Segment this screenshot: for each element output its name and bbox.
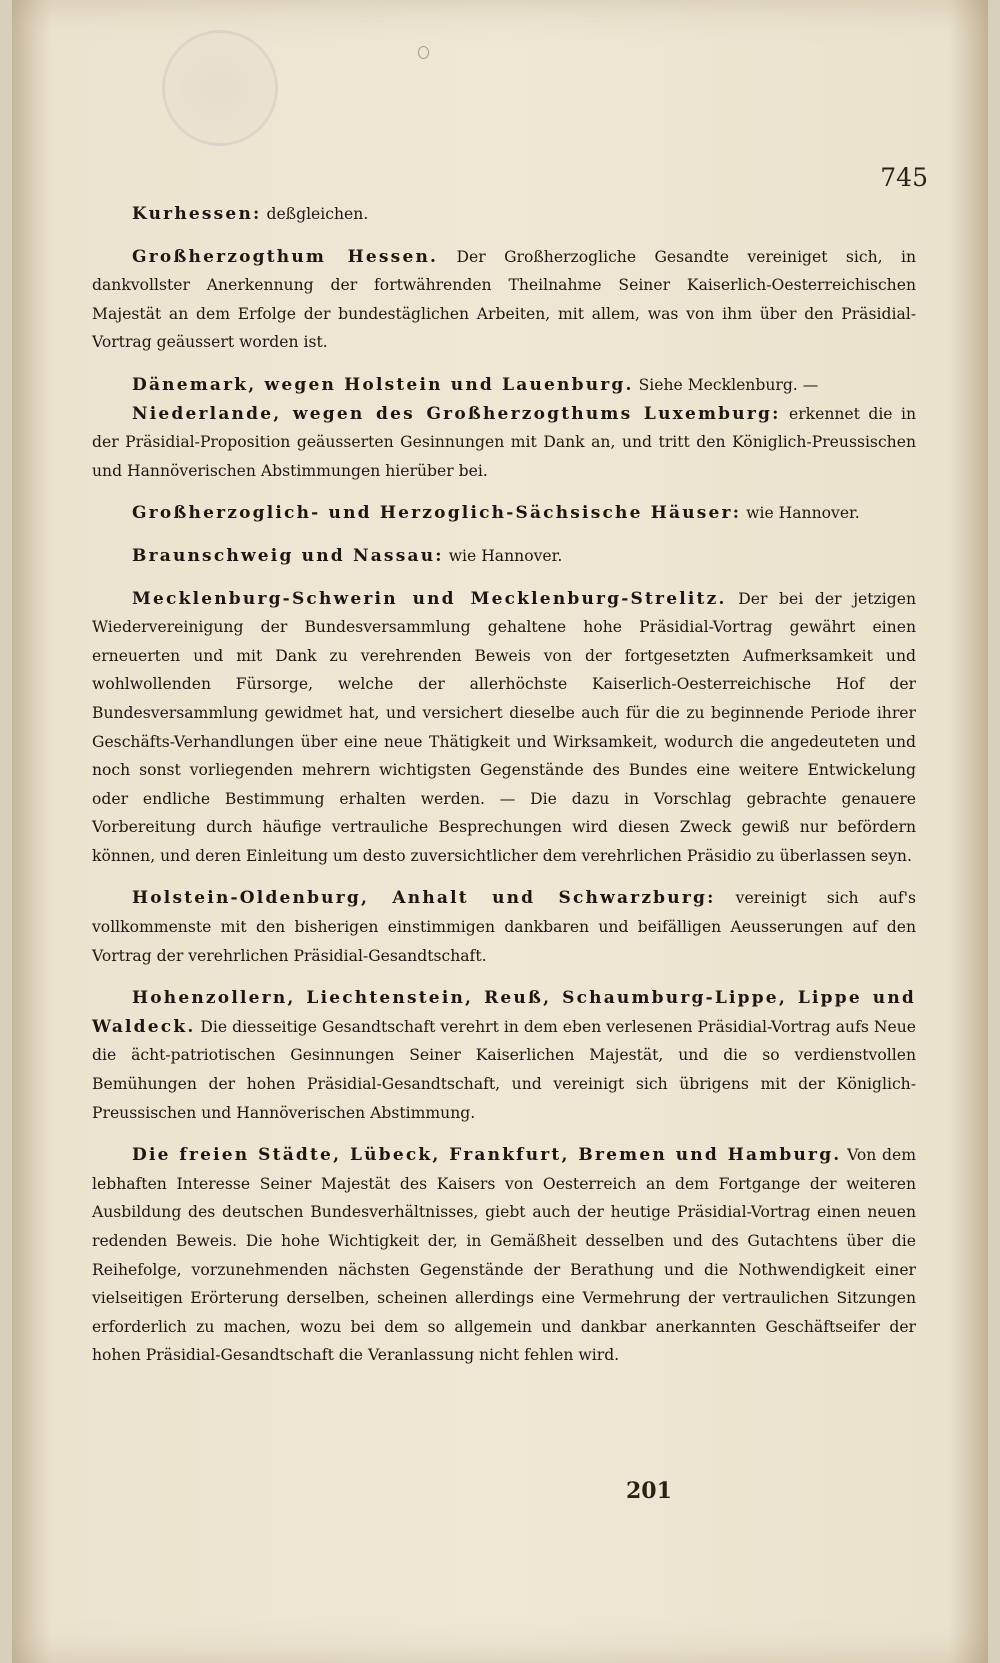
paragraph-heading: Hohenzollern, Liechtenstein, Reuß, Schaumburg-Lippe, Lippe und Waldeck. bbox=[92, 988, 916, 1037]
paragraph-heading: Kurhessen: bbox=[132, 204, 262, 224]
paragraph-freie-staedte bbox=[92, 1141, 916, 1370]
paragraph-saechsische-haeuser bbox=[92, 499, 916, 528]
paragraph-holstein-oldenburg bbox=[92, 884, 916, 970]
paragraph-heading: Die freien Städte, Lübeck, Frankfurt, Bremen und Hamburg. bbox=[132, 1145, 842, 1166]
paragraph-text: Der Großherzogliche Gesandte vereiniget sich, in dankvollster Anerkennung der fortwährenden Theilnahme Seiner Kaiserlich-Oesterreichischen Majestät an dem Erfolge der bundestäglichen Arbeiten, mit allem, was von ihm über den Präsidial-Vortrag geäussert worden ist. bbox=[92, 247, 917, 352]
paragraph-daenemark bbox=[92, 371, 916, 400]
paragraph-text: wie Hannover. bbox=[443, 546, 563, 565]
paragraph-hohenzollern bbox=[92, 984, 916, 1127]
paragraph-kurhessen bbox=[92, 200, 916, 229]
paragraph-hessen bbox=[92, 243, 916, 357]
paragraph-heading: Großherzogthum Hessen. bbox=[132, 246, 439, 267]
paragraph-heading: Niederlande, wegen des Großherzogthums Luxemburg: bbox=[132, 403, 781, 424]
paragraph-text: erkennet die in der Präsidial-Proposition geäusserten Gesinnungen mit Dank an, und tritt den Königlich-Preussischen und Hannöverischen Abstimmungen hierüber bei. bbox=[92, 404, 916, 480]
paragraph-heading: Holstein-Oldenburg, Anhalt und Schwarzburg: bbox=[132, 888, 716, 909]
paper-mark bbox=[418, 46, 429, 59]
paragraph-text: deßgleichen. bbox=[261, 205, 369, 223]
paragraph-text: Der bei der jetzigen Wiedervereinigung der Bundesversammlung gehaltene hohe Präsidial-Vortrag gewährt einen erneuerten und mit Dank zu verehrenden Beweis von der fortgesetzten Aufmerksamkeit und wohlwollenden Fürsorge, welche der allerhöchste Kaiserlich-Oesterreichische Hof der Bundesversammlung gewidmet hat, und versichert dieselbe auch für die zu beginnende Periode ihrer Geschäfts-Verhandlungen über eine neue Thätigkeit und Wirksamkeit, wodurch die angedeuteten und noch sonst vorliegenden mehrern wichtigsten Gegenstände des Bundes eine weitere Entwickelung oder endliche Bestimmung erhalten werden. — Die dazu in Vorschlag gebrachte genauere Vorbereitung durch häufige vertrauliche Besprechungen wird diesen Zweck gewiß nur befördern können, und deren Einleitung um desto zuversichtlicher dem verehrlichen Präsidio zu überlassen seyn. bbox=[92, 589, 916, 865]
paragraph-heading: Dänemark, wegen Holstein und Lauenburg. bbox=[132, 374, 634, 395]
paragraph-mecklenburg bbox=[92, 585, 916, 871]
page-number: 745 bbox=[880, 163, 928, 192]
library-stamp bbox=[162, 30, 278, 146]
paragraph-heading: Braunschweig und Nassau: bbox=[132, 545, 444, 566]
signature-number: 201 bbox=[626, 1478, 672, 1504]
paragraph-heading: Mecklenburg-Schwerin und Mecklenburg-Strelitz. bbox=[132, 588, 727, 609]
document-body bbox=[92, 200, 916, 1370]
paragraph-niederlande bbox=[92, 400, 916, 486]
paragraph-braunschweig bbox=[92, 542, 916, 571]
paragraph-text: Siehe Mecklenburg. — bbox=[633, 375, 819, 394]
paragraph-text: wie Hannover. bbox=[741, 504, 860, 523]
paragraph-text: Die diesseitige Gesandtschaft verehrt in dem eben verlesenen Präsidial-Vortrag aufs Neue die ächt-patriotischen Gesinnungen Seiner Kaiserlichen Majestät, und die so verdienstvollen Bemühungen der hohen Präsidial-Gesandtschaft, und vereinigt sich übrigens mit der Königlich-Preussischen und Hannöverischen Abstimmung. bbox=[92, 1017, 916, 1122]
paragraph-heading: Großherzoglich- und Herzoglich-Sächsische Häuser: bbox=[132, 503, 742, 524]
paragraph-text: Von dem lebhaften Interesse Seiner Majestät des Kaisers von Oesterreich an dem Fortgange der weiteren Ausbildung des deutschen Bundesverhältnisses, giebt auch der heutige Präsidial-Vortrag einen neuen redenden Beweis. Die hohe Wichtigkeit der, in Gemäßheit desselben und des Gutachtens über die Reihefolge, vorzunehmenden nächsten Gegenstände der Berathung und die Nothwendigkeit einer vielseitigen Erörterung derselben, scheinen allerdings eine Vermehrung der vertraulichen Sitzungen erforderlich zu machen, wozu bei dem so allgemein und dankbar anerkannten Geschäftseifer der hohen Präsidial-Gesandtschaft die Veranlassung nicht fehlen wird. bbox=[92, 1146, 916, 1365]
document-page bbox=[12, 0, 988, 1663]
paragraph-text: vereinigt sich auf's vollkommenste mit den bisherigen einstimmigen dankbaren und beifälligen Aeusserungen auf den Vortrag der verehrlichen Präsidial-Gesandtschaft. bbox=[92, 889, 916, 965]
